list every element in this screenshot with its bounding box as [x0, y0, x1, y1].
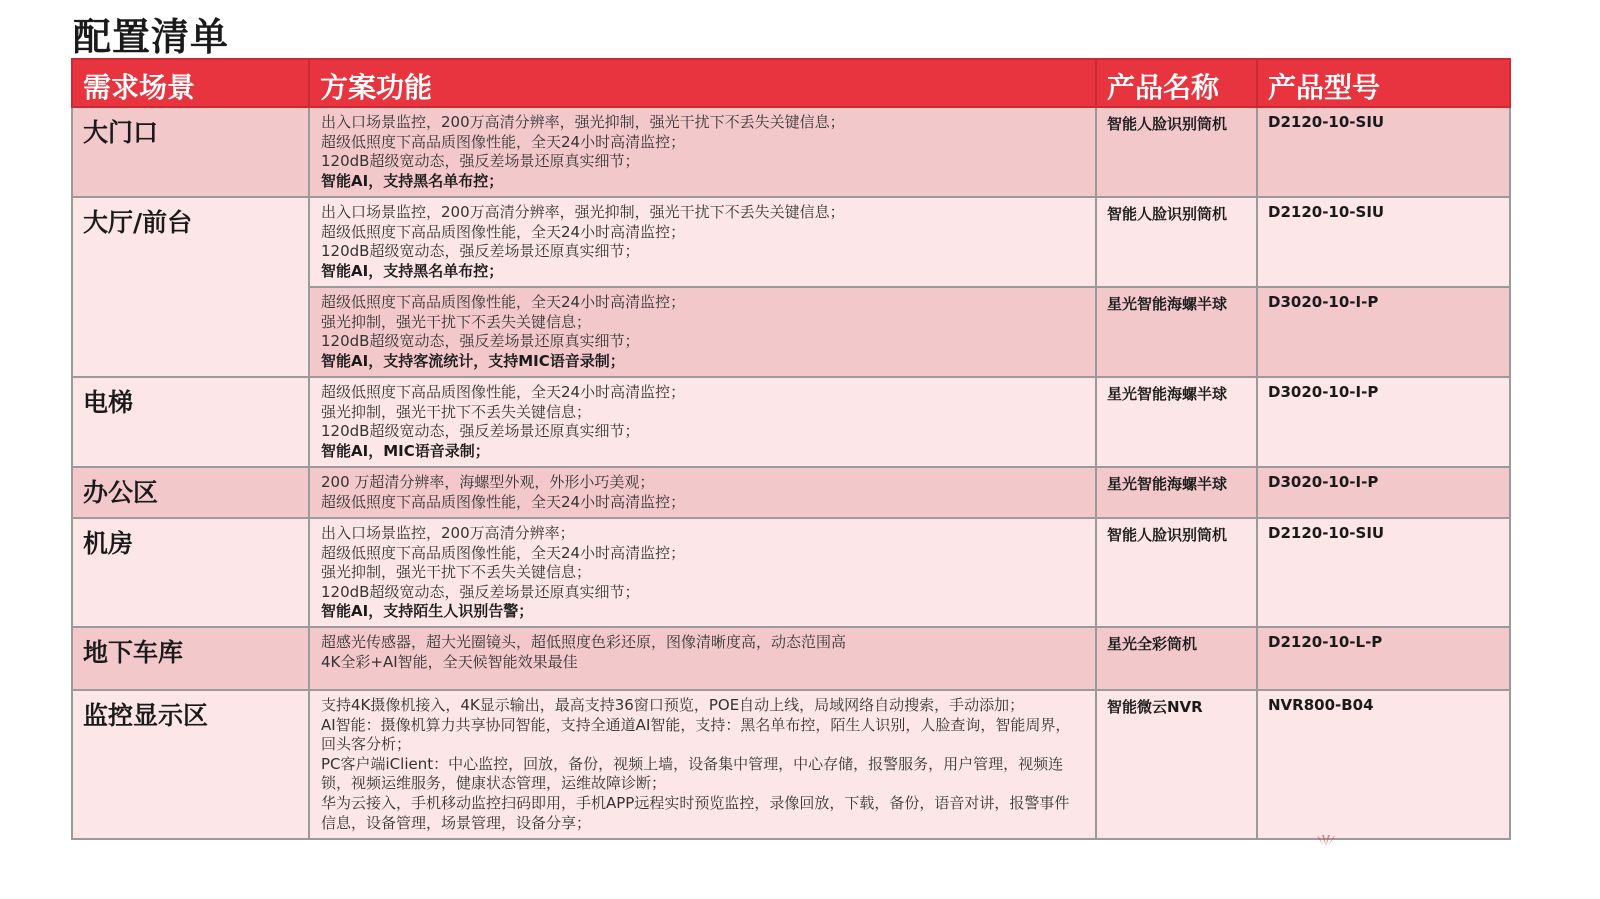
product-model-cell: NVR800-B04 — [1257, 690, 1510, 839]
page-title: 配置清单 — [73, 15, 230, 59]
function-line: 超级低照度下高品质图像性能，全天24小时高清监控； — [321, 492, 686, 511]
function-line: 智能AI，支持陌生人识别告警； — [321, 602, 534, 621]
scene-cell: 办公区 — [72, 467, 309, 518]
function-line: 120dB超级宽动态，强反差场景还原真实细节； — [321, 422, 640, 441]
scene-cell: 监控显示区 — [72, 690, 309, 839]
product-model-cell: D2120-10-SIU — [1257, 197, 1510, 287]
table-row — [72, 377, 1510, 467]
product-name-cell: 智能微云NVR — [1096, 690, 1257, 839]
header-scene: 需求场景 — [72, 59, 309, 107]
table-row — [72, 690, 1510, 839]
product-model-cell: D2120-10-SIU — [1257, 518, 1510, 627]
function-line: 超级低照度下高品质图像性能，全天24小时高清监控； — [321, 293, 686, 311]
function-line: 出入口场景监控，200万高清分辨率，强光抑制，强光干扰下不丢失关键信息； — [321, 113, 845, 131]
product-model-cell: D3020-10-I-P — [1257, 377, 1510, 467]
function-line: 强光抑制，强光干扰下不丢失关键信息； — [321, 312, 592, 331]
function-line: 200 万超清分辨率，海螺型外观，外形小巧美观； — [321, 473, 655, 491]
product-name-cell: 智能人脸识别筒机 — [1096, 197, 1257, 287]
function-cell — [309, 518, 1096, 627]
function-cell — [309, 467, 1096, 518]
table-row — [72, 197, 1510, 287]
product-name-cell: 星光智能海螺半球 — [1096, 287, 1257, 377]
brand-logo-watermark — [1315, 834, 1505, 848]
scene-cell: 大厅/前台 — [72, 197, 309, 377]
product-name-cell: 星光智能海螺半球 — [1096, 377, 1257, 467]
product-name-cell: 星光智能海螺半球 — [1096, 467, 1257, 518]
function-line: 华为云接入，手机移动监控扫码即用，手机APP远程实时预览监控，录像回放，下载，备份，语音对讲，报警事件信息，设备管理，场景管理，设备分享； — [321, 793, 1070, 832]
product-model-cell: D2120-10-L-P — [1257, 627, 1510, 690]
scene-cell: 机房 — [72, 518, 309, 627]
function-line: 智能AI，支持客流统计，支持MIC语音录制； — [321, 351, 625, 370]
product-name-cell: 智能人脸识别筒机 — [1096, 518, 1257, 627]
function-line: 超级低照度下高品质图像性能，全天24小时高清监控； — [321, 543, 686, 562]
function-line: 智能AI，支持黑名单布控； — [321, 171, 504, 190]
product-model-cell: D2120-10-SIU — [1257, 107, 1510, 197]
function-line: 120dB超级宽动态，强反差场景还原真实细节； — [321, 332, 640, 351]
header-product-name: 产品名称 — [1096, 59, 1257, 107]
header-function: 方案功能 — [309, 59, 1096, 107]
table-row — [72, 107, 1510, 197]
function-line: 超感光传感器，超大光圈镜头，超低照度色彩还原，图像清晰度高，动态范围高 — [321, 633, 847, 651]
function-line: 超级低照度下高品质图像性能，全天24小时高清监控； — [321, 222, 686, 241]
function-cell — [309, 377, 1096, 467]
function-line: 超级低照度下高品质图像性能，全天24小时高清监控； — [321, 132, 686, 151]
scene-cell: 地下车库 — [72, 627, 309, 690]
function-line: 强光抑制，强光干扰下不丢失关键信息； — [321, 402, 592, 421]
configuration-table — [71, 58, 1511, 840]
function-line: 120dB超级宽动态，强反差场景还原真实细节； — [321, 152, 640, 171]
product-model-cell: D3020-10-I-P — [1257, 467, 1510, 518]
scene-cell: 电梯 — [72, 377, 309, 467]
function-line: 120dB超级宽动态，强反差场景还原真实细节； — [321, 582, 640, 601]
function-cell — [309, 627, 1096, 690]
function-line: 出入口场景监控，200万高清分辨率； — [321, 524, 575, 542]
function-cell — [309, 197, 1096, 287]
function-line: 支持4K摄像机接入，4K显示输出，最高支持36窗口预览，POE自动上线，局域网络自动搜索，手动添加； — [321, 696, 1025, 714]
table-row — [72, 467, 1510, 518]
function-cell — [309, 690, 1096, 839]
table-header-row — [72, 59, 1510, 107]
scene-cell: 大门口 — [72, 107, 309, 197]
function-line: 智能AI，MIC语音录制； — [321, 441, 490, 460]
function-cell — [309, 287, 1096, 377]
header-product-model: 产品型号 — [1257, 59, 1510, 107]
table-row — [72, 627, 1510, 690]
function-line: 出入口场景监控，200万高清分辨率，强光抑制，强光干扰下不丢失关键信息； — [321, 203, 845, 221]
table-row — [72, 518, 1510, 627]
product-name-cell: 星光全彩筒机 — [1096, 627, 1257, 690]
function-cell — [309, 107, 1096, 197]
function-line: 超级低照度下高品质图像性能，全天24小时高清监控； — [321, 383, 686, 401]
function-line: 4K全彩+AI智能，全天候智能效果最佳 — [321, 652, 578, 671]
product-name-cell: 智能人脸识别筒机 — [1096, 107, 1257, 197]
function-line: AI智能：摄像机算力共享协同智能，支持全通道AI智能，支持：黑名单布控，陌生人识别，人脸查询，智能周界，回头客分析； — [321, 715, 1071, 754]
brand-logo-icon — [1315, 834, 1337, 848]
function-line: 120dB超级宽动态，强反差场景还原真实细节； — [321, 242, 640, 261]
function-line: 智能AI，支持黑名单布控； — [321, 261, 504, 280]
function-line: PC客户端iClient：中心监控，回放，备份，视频上墙，设备集中管理，中心存储，报警服务，用户管理，视频连锁，视频运维服务，健康状态管理，运维故障诊断； — [321, 754, 1064, 793]
function-line: 强光抑制，强光干扰下不丢失关键信息； — [321, 563, 592, 582]
product-model-cell: D3020-10-I-P — [1257, 287, 1510, 377]
